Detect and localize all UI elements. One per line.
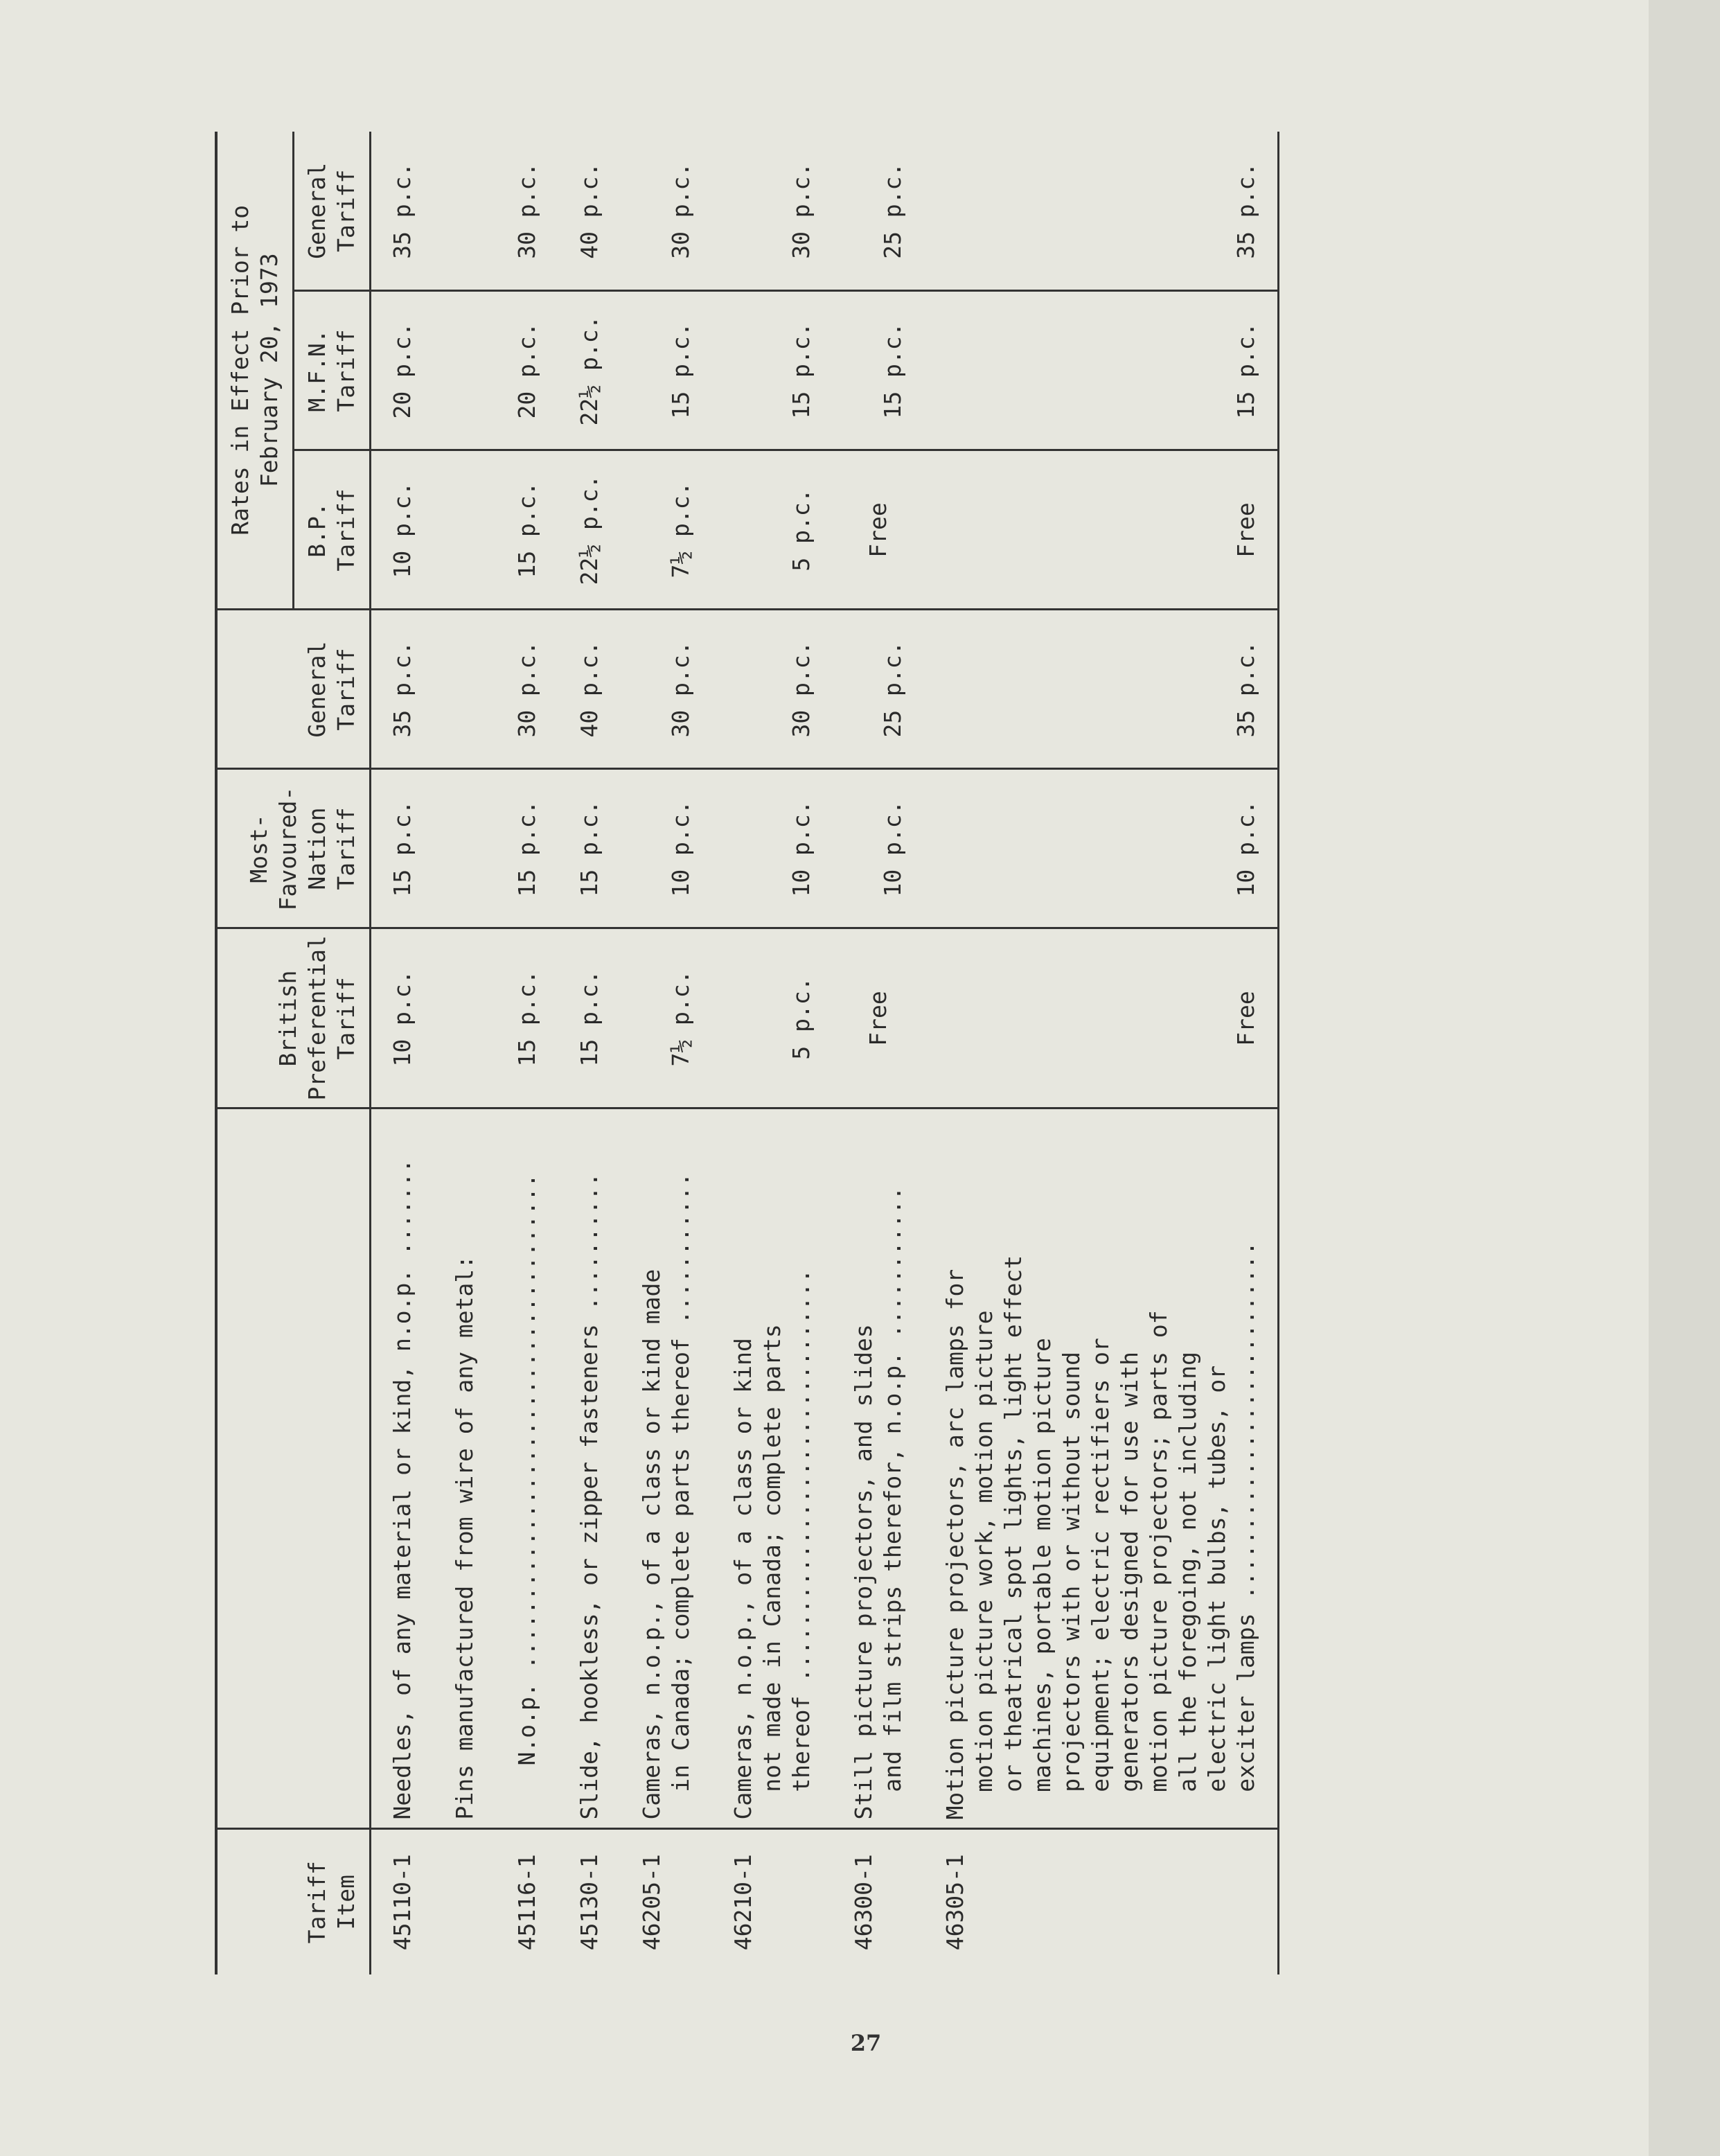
description-cell: N.o.p. .................................... — [496, 1108, 558, 1829]
prior-mfn-rate-cell: 22½ p.c. — [558, 291, 621, 450]
description-cell: Still picture projectors, and slides and film strips therefor, n.o.p. ........... — [833, 1108, 924, 1829]
tariff-item-cell: 46205-1 — [638, 1854, 665, 1951]
bp-rate-cell — [434, 928, 496, 1108]
tariff-table — [215, 132, 1279, 1974]
general-rate-cell: 30 p.c. — [621, 610, 712, 769]
header-description — [216, 1108, 371, 1829]
general-rate-cell — [434, 610, 496, 769]
header-british-preferential: British Preferential Tariff — [216, 928, 371, 1108]
prior-mfn-rate-cell — [434, 291, 496, 450]
tariff-item-cell — [434, 1829, 496, 1974]
prior-general-rate-cell — [434, 132, 496, 291]
tariff-item-cell: 46300-1 — [850, 1854, 877, 1951]
prior-general-rate-cell: 30 p.c. — [496, 132, 558, 291]
mfn-rate-cell: 15 p.c. — [371, 769, 434, 928]
prior-general-rate-cell: 35 p.c. — [924, 132, 1279, 291]
general-rate-cell: 30 p.c. — [712, 610, 833, 769]
table-row — [833, 132, 924, 1974]
bp-rate-cell: 10 p.c. — [371, 928, 434, 1108]
table-row — [924, 132, 1279, 1974]
tariff-item-cell: 45110-1 — [389, 1854, 416, 1951]
prior-general-rate-cell: 35 p.c. — [371, 132, 434, 291]
header-prior-mfn: M.F.N. Tariff — [294, 291, 371, 450]
description-cell: Motion picture projectors, arc lamps for motion picture work, motion picture or theatrical spot lights, light effect machines, portable motion picture projectors with or without sound equipment; electric rectifiers or generators designed for use with motion picture projectors; parts of all the foregoing, not including electric light bulbs, tubes, or exciter lamps .......................... — [924, 1108, 1279, 1829]
bp-rate-cell: Free — [833, 928, 924, 1108]
bp-rate-cell: 15 p.c. — [496, 928, 558, 1108]
prior-bp-rate-cell — [434, 450, 496, 610]
tariff-item-cell: 46210-1 — [729, 1854, 756, 1951]
header-general: General Tariff — [216, 610, 371, 769]
header-prior-general: General Tariff — [294, 132, 371, 291]
tariff-item-cell: 45116-1 — [513, 1854, 540, 1951]
prior-general-rate-cell: 30 p.c. — [621, 132, 712, 291]
page-number: 27 — [850, 2030, 882, 2056]
prior-mfn-rate-cell: 20 p.c. — [496, 291, 558, 450]
description-cell: Needles, of any material or kind, n.o.p. ....... — [371, 1108, 434, 1829]
description-cell: Cameras, n.o.p., of a class or kind made in Canada; complete parts thereof ........... — [621, 1108, 712, 1829]
tariff-table-rotated — [215, 132, 1531, 1974]
table-row — [496, 132, 558, 1974]
prior-mfn-rate-cell: 20 p.c. — [371, 291, 434, 450]
header-prior-bp: B.P. Tariff — [294, 450, 371, 610]
mfn-rate-cell: 10 p.c. — [712, 769, 833, 928]
mfn-rate-cell: 15 p.c. — [496, 769, 558, 928]
table-row — [558, 132, 621, 1974]
prior-bp-rate-cell: Free — [924, 450, 1279, 610]
prior-bp-rate-cell: 10 p.c. — [371, 450, 434, 610]
general-rate-cell: 35 p.c. — [924, 610, 1279, 769]
prior-mfn-rate-cell: 15 p.c. — [621, 291, 712, 450]
general-rate-cell: 25 p.c. — [833, 610, 924, 769]
prior-bp-rate-cell: 15 p.c. — [496, 450, 558, 610]
prior-bp-rate-cell: 22½ p.c. — [558, 450, 621, 610]
header-mfn: Most- Favoured- Nation Tariff — [216, 769, 371, 928]
description-cell: Pins manufactured from wire of any metal: — [434, 1108, 496, 1829]
table-row — [434, 132, 496, 1974]
prior-bp-rate-cell: 7½ p.c. — [621, 450, 712, 610]
bp-rate-cell: 5 p.c. — [712, 928, 833, 1108]
prior-general-rate-cell: 25 p.c. — [833, 132, 924, 291]
tariff-item-cell: 45130-1 — [576, 1854, 603, 1951]
prior-general-rate-cell: 30 p.c. — [712, 132, 833, 291]
tariff-item-cell: 46305-1 — [924, 1829, 1279, 1974]
bp-rate-cell: 15 p.c. — [558, 928, 621, 1108]
description-cell: Slide, hookless, or zipper fasteners .......... — [558, 1108, 621, 1829]
header-prior-rates-group: Rates in Effect Prior to February 20, 1973 — [216, 132, 294, 610]
prior-bp-rate-cell: 5 p.c. — [712, 450, 833, 610]
table-row — [621, 132, 712, 1974]
mfn-rate-cell: 10 p.c. — [833, 769, 924, 928]
bp-rate-cell: Free — [924, 928, 1279, 1108]
prior-mfn-rate-cell: 15 p.c. — [833, 291, 924, 450]
bp-rate-cell: 7½ p.c. — [621, 928, 712, 1108]
table-row — [712, 132, 833, 1974]
general-rate-cell: 35 p.c. — [371, 610, 434, 769]
general-rate-cell: 40 p.c. — [558, 610, 621, 769]
header-tariff-item: Tariff Item — [216, 1829, 371, 1974]
mfn-rate-cell: 15 p.c. — [558, 769, 621, 928]
mfn-rate-cell: 10 p.c. — [621, 769, 712, 928]
prior-mfn-rate-cell: 15 p.c. — [712, 291, 833, 450]
general-rate-cell: 30 p.c. — [496, 610, 558, 769]
prior-mfn-rate-cell: 15 p.c. — [924, 291, 1279, 450]
description-cell: Cameras, n.o.p., of a class or kind not made in Canada; complete parts thereof .............................. — [712, 1108, 833, 1829]
prior-bp-rate-cell: Free — [833, 450, 924, 610]
prior-general-rate-cell: 40 p.c. — [558, 132, 621, 291]
table-row — [371, 132, 434, 1974]
mfn-rate-cell — [434, 769, 496, 928]
mfn-rate-cell: 10 p.c. — [924, 769, 1279, 928]
